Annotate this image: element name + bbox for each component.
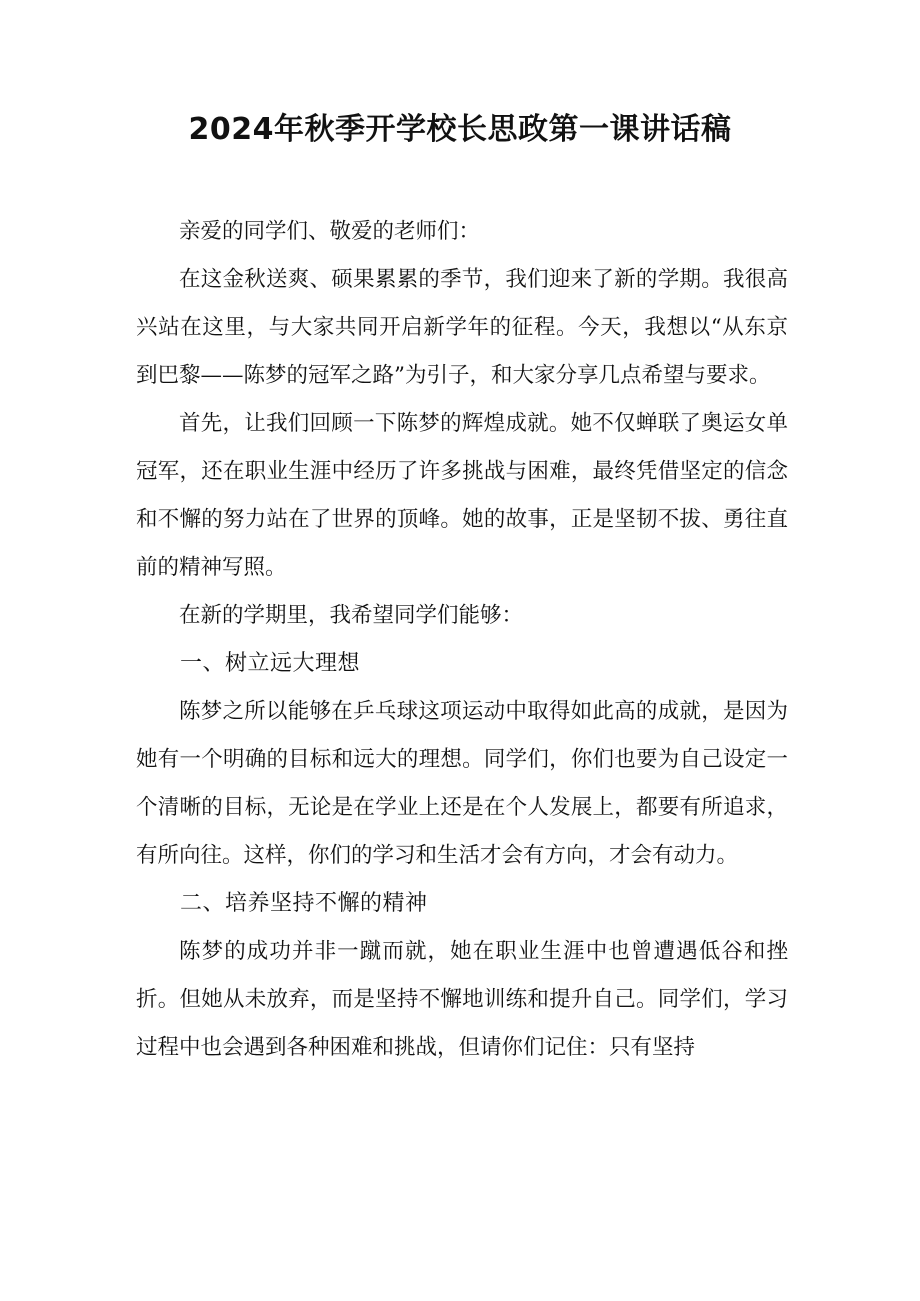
section-paragraph-2: 陈梦的成功并非一蹴而就，她在职业生涯中也曾遭遇低谷和挫折。但她从未放弃，而是坚持不懈地训练和提升自己。同学们，学习过程中也会遇到各种困难和挑战，但请你们记住：只有坚持: [136, 939, 788, 1060]
document-title: 2024年秋季开学校长思政第一课讲话稿: [188, 112, 732, 147]
section-heading-1: 一、树立远大理想: [180, 651, 361, 676]
section-heading-2: 二、培养坚持不懈的精神: [180, 891, 428, 916]
first-paragraph: 首先，让我们回顾一下陈梦的辉煌成就。她不仅蝉联了奥运女单冠军，还在职业生涯中经历了许多挑战与困难，最终凭借坚定的信念和不懈的努力站在了世界的顶峰。她的故事，正是坚韧不拔、勇往直前的精神写照。: [136, 411, 788, 580]
greeting-paragraph: 亲爱的同学们、敬爱的老师们：: [179, 219, 481, 244]
section-paragraph-1: 陈梦之所以能够在乒乓球这项运动中取得如此高的成就，是因为她有一个明确的目标和远大的理想。同学们，你们也要为自己设定一个清晰的目标，无论是在学业上还是在个人发展上，都要有所追求，有所向往。这样，你们的学习和生活才会有方向，才会有动力。: [136, 699, 788, 868]
document-body: [136, 208, 788, 1072]
intro-paragraph: 在这金秋送爽、硕果累累的季节，我们迎来了新的学期。我很高兴站在这里，与大家共同开启新学年的征程。今天，我想以“从东京到巴黎——陈梦的冠军之路”为引子，和大家分享几点希望与要求。: [136, 267, 788, 388]
hope-paragraph: 在新的学期里，我希望同学们能够：: [179, 603, 524, 628]
